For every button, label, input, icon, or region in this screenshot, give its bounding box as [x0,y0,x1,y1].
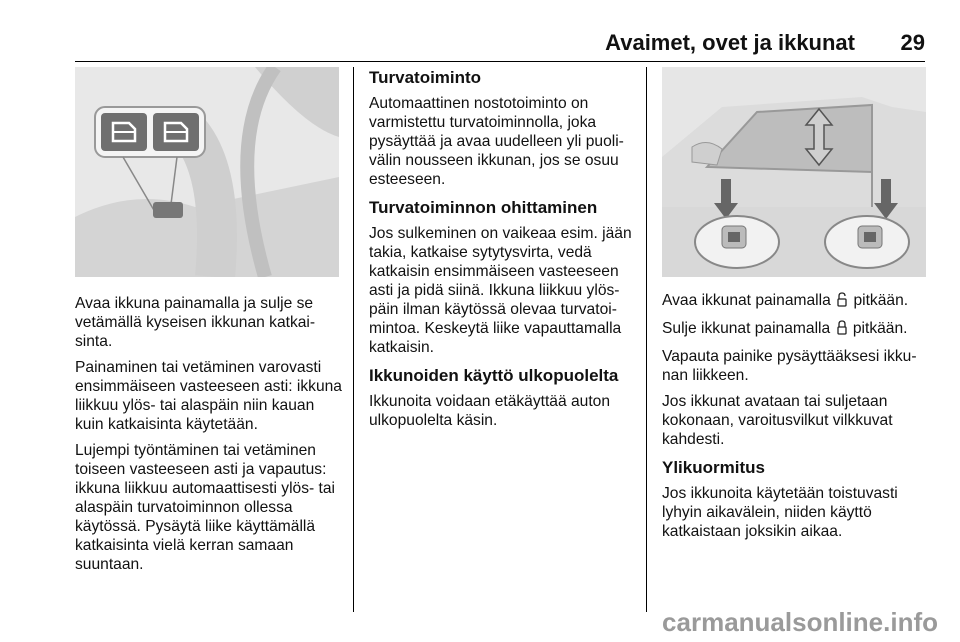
section-heading: Turvatoiminto [369,68,482,87]
column-divider-right [646,67,647,612]
section-heading: Turvatoiminnon ohittaminen [369,198,598,217]
paragraph: Lujempi työntäminen tai vetäminen toiseen vasteeseen asti ja vapautus: ikkuna liikkuu automaattisesti ylös- tai alaspäin turvatoiminnon ollessa käytössä. Pysäytä liike käyttämällä katkaisinta vielä kerran samaan suuntaan. [75,442,336,573]
double-arrow-icon [804,107,834,172]
page-number: 29 [900,30,925,55]
left-column [75,294,345,581]
remote-key-right [822,212,912,277]
paragraph: Jos sulkeminen on vaikeaa esim. jään takia, katkaise sytytysvirta, vedä katkaisin ensimmäiseen vasteeseen asti ja pidä siinä. Ikkuna liikkuu ylöspäin ilman käytössä olevaa turvatoimintoa. Keskeytä liike vapauttamalla katkaisin. [369,225,632,356]
paragraph-open-windows: Avaa ikkunat painamalla pitkään. [662,291,930,312]
section-heading: Ikkunoiden käyttö ulkopuolelta [369,366,619,385]
lock-key-icon [837,320,847,340]
page-title: Avaimet, ovet ja ikkunat [605,30,855,55]
paragraph: Jos ikkunoita käytetään toistuvasti lyhyin aikavälein, niiden käyttö katkaistaan joksikin aikaa. [662,485,898,540]
middle-column [369,67,637,437]
window-switch-icon [153,113,199,151]
unlock-key-icon [837,292,847,312]
header-rule [75,61,925,62]
window-switch-illustration [75,67,339,277]
remote-key-left [692,212,782,277]
paragraph: Ikkunoita voidaan etäkäyttää auton ulkopuolelta käsin. [369,393,611,429]
column-divider-left [353,67,354,612]
remote-window-illustration [662,67,926,277]
section-heading: Ylikuormitus [662,458,765,477]
paragraph: Jos ikkunat avataan tai suljetaan kokonaan, varoitusvilkut vilkkuvat kahdesti. [662,393,893,448]
paragraph-close-windows: Sulje ikkunat painamalla pitkään. [662,319,930,340]
paragraph: Vapauta painike pysäyttääksesi ikkunan liikkeen. [662,348,917,384]
paragraph: Painaminen tai vetäminen varovasti ensimmäiseen vasteeseen asti: ikkuna liikkuu ylös- tai alaspäin niin kauan kuin katkaisinta käytetään. [75,359,342,433]
watermark: carmanualsonline.info [662,607,938,637]
paragraph: Avaa ikkuna painamalla ja sulje se vetämällä kyseisen ikkunan katkaisinta. [75,295,316,350]
window-switch-icon [101,113,147,151]
paragraph: Automaattinen nostotoiminto on varmistettu turvatoiminnolla, joka pysäyttää ja avaa uudelleen yli puolivälin nousseen ikkunan, jos se osuu esteeseen. [369,95,624,188]
right-column [662,291,930,548]
page-header [75,30,925,58]
